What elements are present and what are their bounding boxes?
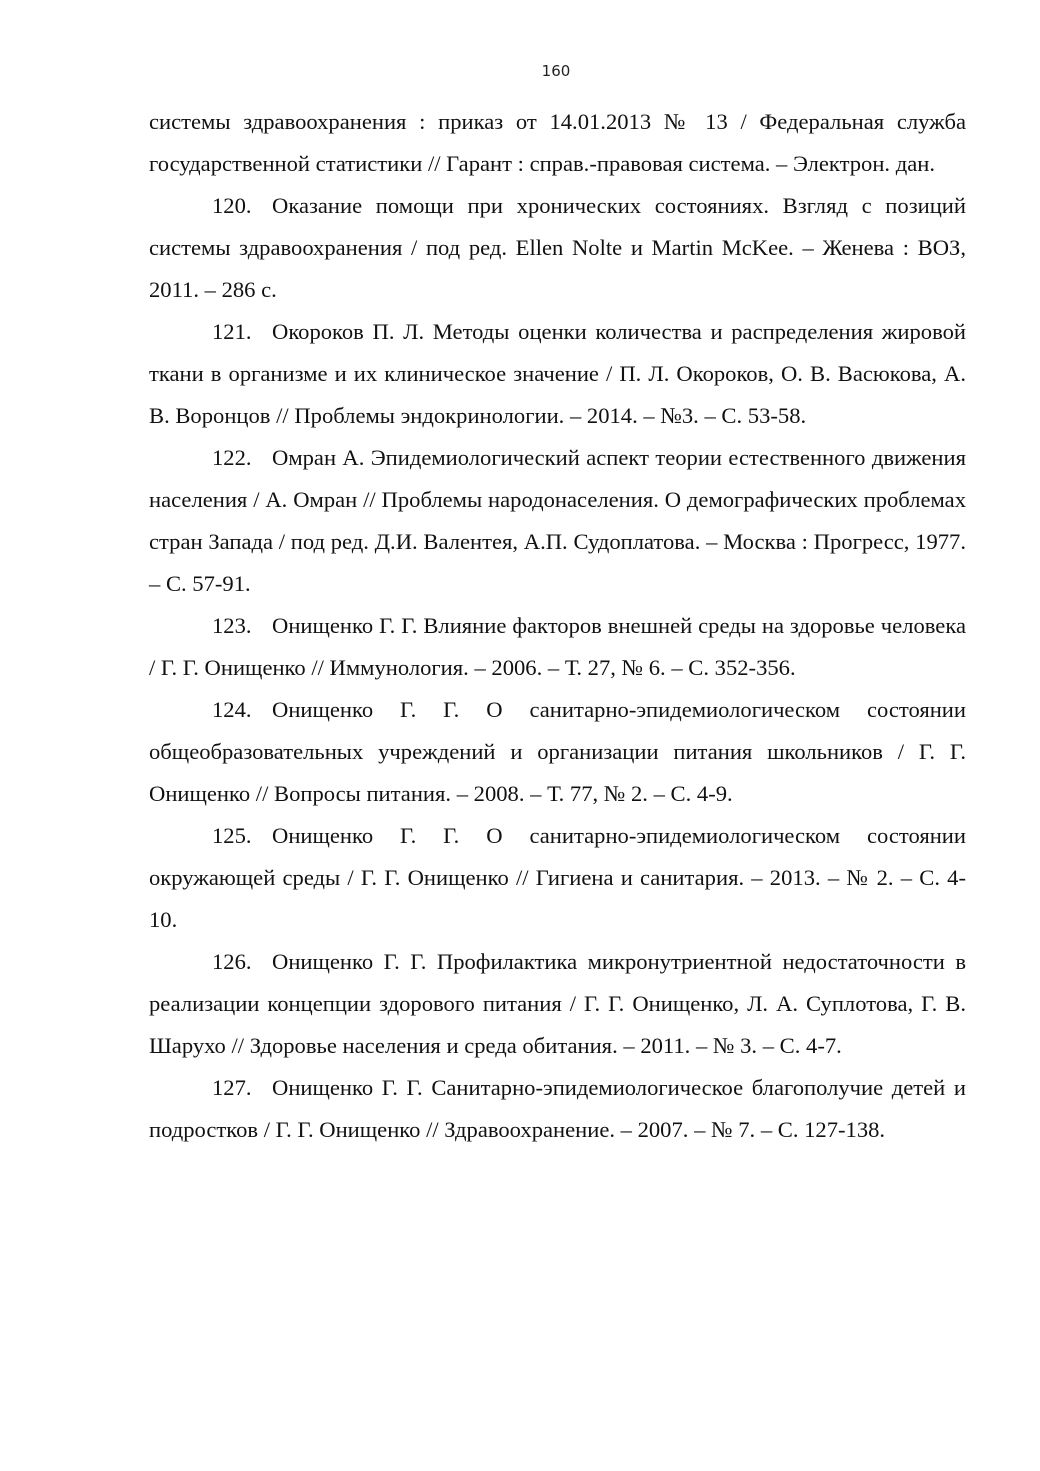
bib-entry-124 [149, 689, 966, 815]
bib-entry-text: Онищенко Г. Г. О санитарно-эпидемиологическом состоянии окружающей среды / Г. Г. Онищенко // Гигиена и санитария. – 2013. – № 2. – С. 4-10. [149, 823, 966, 932]
continuation-paragraph: системы здравоохранения : приказ от 14.01.2013 № 13 / Федеральная служба государственной статистики // Гарант : справ.-правовая система. – Электрон. дан. [149, 109, 966, 176]
bib-entry-126 [149, 941, 966, 1067]
page-number: 160 [541, 62, 571, 80]
bib-entry-number: 121. [212, 319, 252, 344]
bib-entry-120 [149, 185, 966, 311]
bib-entry-text: Окороков П. Л. Методы оценки количества и распределения жировой ткани в организме и их клиническое значение / П. Л. Окороков, О. В. Васюкова, А. В. Воронцов // Проблемы эндокринологии. – 2014. – №3. – С. 53-58. [149, 319, 966, 428]
bib-entry-number: 123. [212, 613, 252, 638]
bib-entry-number: 120. [212, 193, 252, 218]
bib-entry-text: Онищенко Г. Г. О санитарно-эпидемиологическом состоянии общеобразовательных учреждений и организации питания школьников / Г. Г. Онищенко // Вопросы питания. – 2008. – Т. 77, № 2. – С. 4-9. [149, 697, 966, 806]
bib-entry-text: Оказание помощи при хронических состояниях. Взгляд с позиций системы здравоохранения / под ред. Ellen Nolte и Martin McKee. – Женева : ВОЗ, 2011. – 286 с. [149, 193, 966, 302]
bib-entry-number: 124. [212, 697, 252, 722]
bib-entry-125 [149, 815, 966, 941]
bib-entry-number: 127. [212, 1075, 252, 1100]
bib-entry-127 [149, 1067, 966, 1151]
bib-entry-text: Онищенко Г. Г. Профилактика микронутриентной недостаточности в реализации концепции здорового питания / Г. Г. Онищенко, Л. А. Суплотова, Г. В. Шарухо // Здоровье населения и среда обитания. – 2011. – № 3. – С. 4-7. [149, 949, 966, 1058]
bib-entry-121 [149, 311, 966, 437]
bib-entry-text: Онищенко Г. Г. Санитарно-эпидемиологическое благополучие детей и подростков / Г. Г. Онищенко // Здравоохранение. – 2007. – № 7. – С. 127-138. [149, 1075, 966, 1142]
bib-entry-number: 126. [212, 949, 252, 974]
bib-entry-number: 122. [212, 445, 252, 470]
bib-entry-text: Онищенко Г. Г. Влияние факторов внешней среды на здоровье человека / Г. Г. Онищенко // Иммунология. – 2006. – Т. 27, № 6. – С. 352-356. [149, 613, 966, 680]
bibliography-list [149, 101, 966, 1151]
bib-entry-number: 125. [212, 823, 252, 848]
bib-entry-123 [149, 605, 966, 689]
bib-entry-122 [149, 437, 966, 605]
bib-entry-text: Омран А. Эпидемиологический аспект теории естественного движения населения / А. Омран // Проблемы народонаселения. О демографических проблемах стран Запада / под ред. Д.И. Валентея, А.П. Судоплатова. – Москва : Прогресс, 1977. – С. 57-91. [149, 445, 966, 596]
